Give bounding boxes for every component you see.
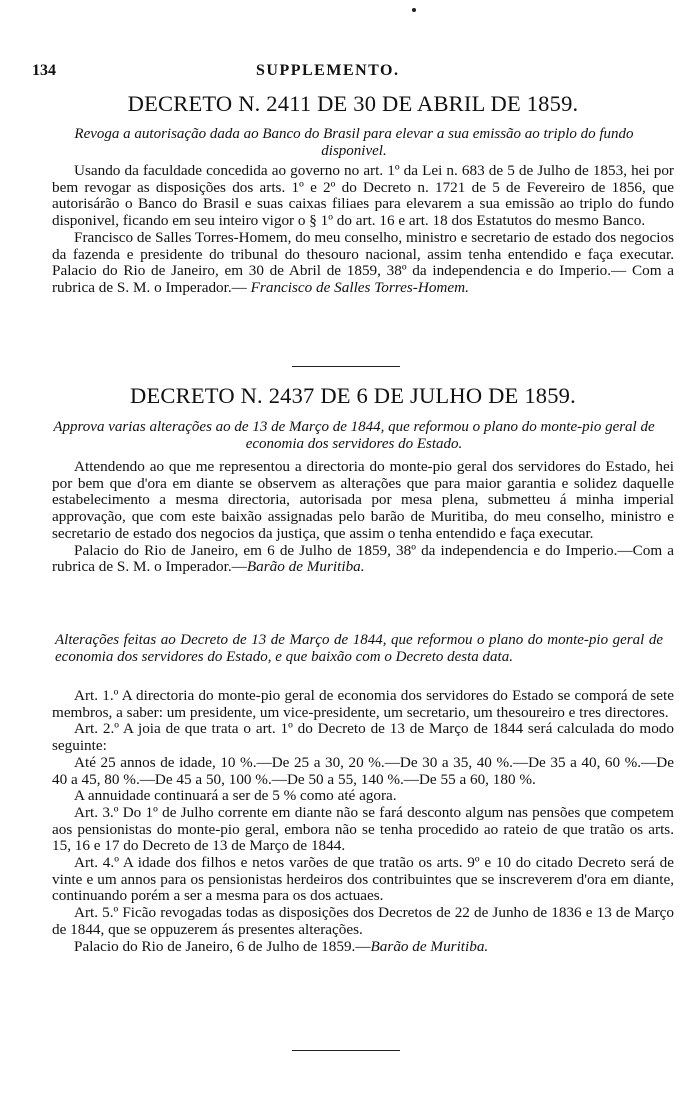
decree-2437-paragraph-2-text: Palacio do Rio de Janeiro, em 6 de Julho de 1859, 38º da independencia e do Imperio.—Com a rubrica de S. M. o Imperador.— bbox=[52, 541, 674, 576]
closing-line bbox=[52, 939, 674, 956]
alterations-articles bbox=[52, 688, 674, 955]
decree-2411-paragraph-1: Usando da faculdade concedida ao governo no art. 1º da Lei n. 683 de 5 de Julho de 1853, hei por bem revogar as disposições dos arts. 1º e 2º do Decreto n. 1721 de 5 de Fevereiro de 1856, que autorisárão o Banco do Brasil e suas caixas filiaes para elevarem a sua emissão ao triplo do fundo disponivel, ficando em seu inteiro vigor o § 1º do art. 16 e art. 18 dos Estatutos do mesmo Banco. bbox=[52, 162, 674, 230]
ink-dot bbox=[412, 8, 416, 12]
closing-text: Palacio do Rio de Janeiro, 6 de Julho de 1859.— bbox=[74, 937, 371, 955]
end-divider bbox=[292, 1050, 400, 1051]
decree-2411-paragraph-2-text: Francisco de Salles Torres-Homem, do meu conselho, ministro e secretario de estado dos negocios da fazenda e presidente do tribunal do thesouro nacional, assim tenha entendido e faça executar. Palacio do Rio de Janeiro, em 30 de Abril de 1859, 38º da independencia e do Imperio.— Com a rubrica de S. M. o Imperador.— bbox=[52, 228, 674, 296]
article-2-annuity: A annuidade continuará a ser de 5 % como até agora. bbox=[74, 787, 397, 805]
decree-2437-paragraph-1: Attendendo ao que me representou a directoria do monte-pio geral dos servidores do Estado, hei por bem que d'ora em diante se observem as alterações que para maior garantia e solidez daquelle estabelecimento a mesma directoria, autorisada por mesa plena, submetteu á minha imperial approvação, que com este baixão assignadas pelo barão de Muritiba, do meu conselho, ministro e secretario de estado dos negocios da justiça, que assim o tenha entendido e faça executar. bbox=[52, 458, 674, 542]
closing-signature: Barão de Muritiba. bbox=[370, 937, 489, 955]
alterations-heading: Alterações feitas ao Decreto de 13 de Março de 1844, que reformou o plano do monte-pio geral de economia dos servidores do Estado, e que baixão com o Decreto desta data. bbox=[55, 632, 663, 665]
article-4: Art. 4.º A idade dos filhos e netos varões de que tratão os arts. 9º e 10 do citado Decreto será de vinte e um annos para os pensionistas herdeiros dos contribuintes que se inscreverem d'ora em diante, continuando porém a ser a mesma para os dos actuaes. bbox=[52, 854, 674, 905]
decree-2437-paragraph-2 bbox=[52, 543, 674, 576]
decree-2411-signature: Francisco de Salles Torres-Homem. bbox=[250, 278, 469, 296]
article-1: Art. 1.º A directoria do monte-pio geral de economia dos servidores do Estado se comporá de sete membros, a saber: um presidente, um vice-presidente, um secretario, um thesoureiro e tres directores. bbox=[52, 687, 674, 721]
page-header bbox=[32, 62, 672, 82]
decree-2411-body bbox=[52, 163, 674, 297]
decree-2437-preamble bbox=[52, 459, 674, 576]
article-2-scale: Até 25 annos de idade, 10 %.—De 25 a 30, 20 %.—De 30 a 35, 40 %.—De 35 a 40, 60 %.—De 40 a 45, 80 %.—De 45 a 50, 100 %.—De 50 a 55, 140 %.—De 55 a 60, 180 %. bbox=[52, 753, 674, 788]
article-3: Art. 3.º Do 1º de Julho corrente em diante não se fará desconto algum nas pensões que competem aos pensionistas do monte-pio geral, embora não se tenha procedido ao rateio de que tratão os arts. 15, 16 e 17 do Decreto de 13 de Março de 1844. bbox=[52, 803, 674, 855]
section-divider bbox=[292, 366, 400, 367]
decree-2437-subtitle: Approva varias alterações ao de 13 de Março de 1844, que reformou o plano do monte-pio geral de economia dos servidores do Estado. bbox=[53, 419, 655, 452]
decree-2411-title: DECRETO N. 2411 DE 30 DE ABRIL DE 1859. bbox=[127, 91, 579, 116]
decree-2411-subtitle: Revoga a autorisação dada ao Banco do Brasil para elevar a sua emissão ao triplo do fundo disponivel. bbox=[74, 126, 634, 159]
page-number: 134 bbox=[32, 62, 56, 79]
running-head: SUPPLEMENTO. bbox=[256, 62, 400, 79]
decree-2437-title: DECRETO N. 2437 DE 6 DE JULHO DE 1859. bbox=[130, 383, 576, 408]
article-2: Art. 2.º A joia de que trata o art. 1º do Decreto de 13 de Março de 1844 será calculada do modo seguinte: bbox=[52, 720, 674, 755]
article-5: Art. 5.º Ficão revogadas todas as disposições dos Decretos de 22 de Junho de 1836 e 13 de Março de 1844, que se oppuzerem ás presentes alterações. bbox=[52, 904, 674, 938]
decree-2437-signature: Barão de Muritiba. bbox=[246, 558, 365, 576]
decree-2411-paragraph-2 bbox=[52, 230, 674, 297]
